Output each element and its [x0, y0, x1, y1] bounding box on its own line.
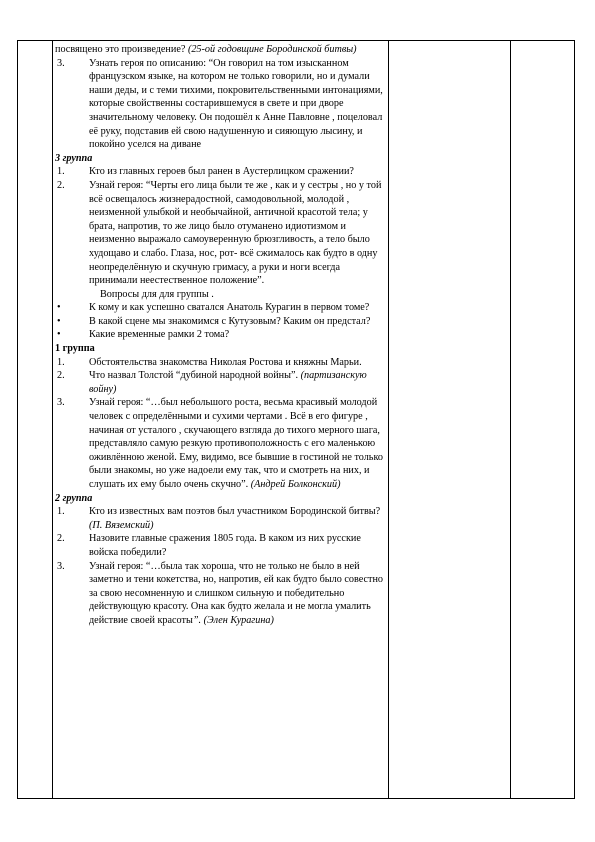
- item-text: Назовите главные сражения 1805 года. В каком из них русские войска победили?: [89, 533, 361, 558]
- item-text: Кто из главных героев был ранен в Аустерлицком сражении?: [89, 166, 354, 178]
- item-marker: 1.: [57, 166, 65, 178]
- list-item: [55, 532, 385, 559]
- list-item: [55, 396, 385, 491]
- list-item: [55, 369, 385, 396]
- item-body: [89, 356, 385, 370]
- item-marker: •: [57, 315, 61, 327]
- item-body: [89, 328, 385, 342]
- item-body: [89, 179, 385, 288]
- item-text: Узнай героя: “…был небольшого роста, весьма красивый молодой человек с определёнными и сухими чертами . Всё в его фигуре , начиная от усталого , скучающего взгляда до тихого мерного шага, представляло самую резкую противоположность с его маленькою оживлённою женой. Ему, видимо, все бывшие в гостиной не только были знакомы, но уже надоели ему так, что и смотреть на них, и слушать их ему было очень скучно”.: [89, 397, 383, 490]
- list-item: [55, 165, 385, 179]
- list-item: [55, 356, 385, 370]
- group-heading: 2 группа: [55, 492, 93, 504]
- item-text: Кто из известных вам поэтов был участником Бородинской битвы?: [89, 506, 381, 518]
- item-body: [89, 532, 385, 559]
- item-text: Обстоятельства знакомства Николая Ростова и княжны Марьи.: [89, 356, 362, 368]
- item-marker: •: [57, 302, 61, 314]
- list-item: [55, 328, 385, 342]
- item-body: [89, 57, 385, 152]
- item-marker: 3.: [57, 560, 65, 572]
- item-body: [89, 315, 385, 329]
- item-text: Узнай героя: “Черты его лица были те же , как и у сестры , но у той всё освещалось жизнерадостной, самодовольной, молодой , неизменной улыбкой и необычайной, античной красотой тела; у брата, напротив, то же лицо было отуманено идиотизмом и неизменно выражало самоуверенную брюзгливость, а тело было худощаво и слабо. Глаза, нос, рот- всё сжималось как будто в одну неопределённую и скучную гримасу, а руки и ноги всегда принимали неестественное положение”.: [89, 179, 382, 287]
- item-marker: 2.: [57, 533, 65, 545]
- item-body: [89, 369, 385, 396]
- item-answer: (Андрей Болконский): [250, 479, 341, 490]
- item-answer: (П. Вяземский): [89, 519, 154, 531]
- item-marker: 3.: [57, 397, 65, 409]
- questions-heading: Вопросы для для группы .: [100, 288, 214, 300]
- list-item-continuation: [55, 43, 385, 57]
- item-answer: (25-ой годовщине Бородинской битвы): [187, 44, 357, 55]
- item-text: Что назвал Толстой “дубиной народной войны”.: [89, 370, 301, 382]
- item-text: Узнай героя: “…была так хороша, что не только не было в ней заметно и тени кокетства, но, напротив, ей как будто было совестно за свою несомненную и слишком сильную и победительно действующую красоту. Она как будто желала и не могла умалить действие своей красоты: [89, 560, 383, 626]
- item-body: [89, 396, 385, 491]
- item-body: [89, 165, 385, 179]
- list-item: [55, 505, 385, 532]
- item-text: Узнать героя по описанию: “Он говорил на том изысканном французском языке, на котором не только говорили, но и думали наши деды, и с теми тихими, покровительственными интонациями, которые свойственны состарившемуся в свете и при дворе значительному человеку. Он подошёл к Анне Павловне , поцеловал её руку, подставив ей свою надушенную и сияющую лысину, и покойно уселся на диване: [89, 57, 383, 151]
- column-divider: [52, 41, 53, 798]
- item-marker: •: [57, 329, 61, 341]
- item-body: [89, 560, 385, 628]
- item-marker: 3.: [57, 57, 65, 69]
- item-marker: 2.: [57, 179, 65, 191]
- list-item: [55, 301, 385, 315]
- list-item: [55, 57, 385, 152]
- list-item: [55, 315, 385, 329]
- group-heading: 1 группа: [55, 343, 95, 355]
- item-marker: 1.: [57, 356, 65, 368]
- group-heading: 3 группа: [55, 152, 93, 164]
- item-answer: (партизанскую войну): [89, 370, 367, 395]
- item-text: Какие временные рамки 2 тома?: [89, 329, 230, 341]
- task-list-cell: [55, 43, 385, 628]
- item-text: посвящено это произведение?: [55, 44, 188, 55]
- item-text: К кому и как успешно сватался Анатоль Курагин в первом томе?: [89, 302, 370, 314]
- list-item: [55, 560, 385, 628]
- item-marker: 2.: [57, 370, 65, 382]
- list-item: [55, 179, 385, 288]
- item-body: [89, 301, 385, 315]
- item-answer: ”. (Элен Курагина): [192, 614, 274, 626]
- column-divider: [388, 41, 389, 798]
- item-body: [89, 505, 385, 532]
- column-divider: [510, 41, 511, 798]
- item-text: В какой сцене мы знакомимся с Кутузовым? Каким он предстал?: [89, 315, 371, 327]
- item-marker: 1.: [57, 506, 65, 518]
